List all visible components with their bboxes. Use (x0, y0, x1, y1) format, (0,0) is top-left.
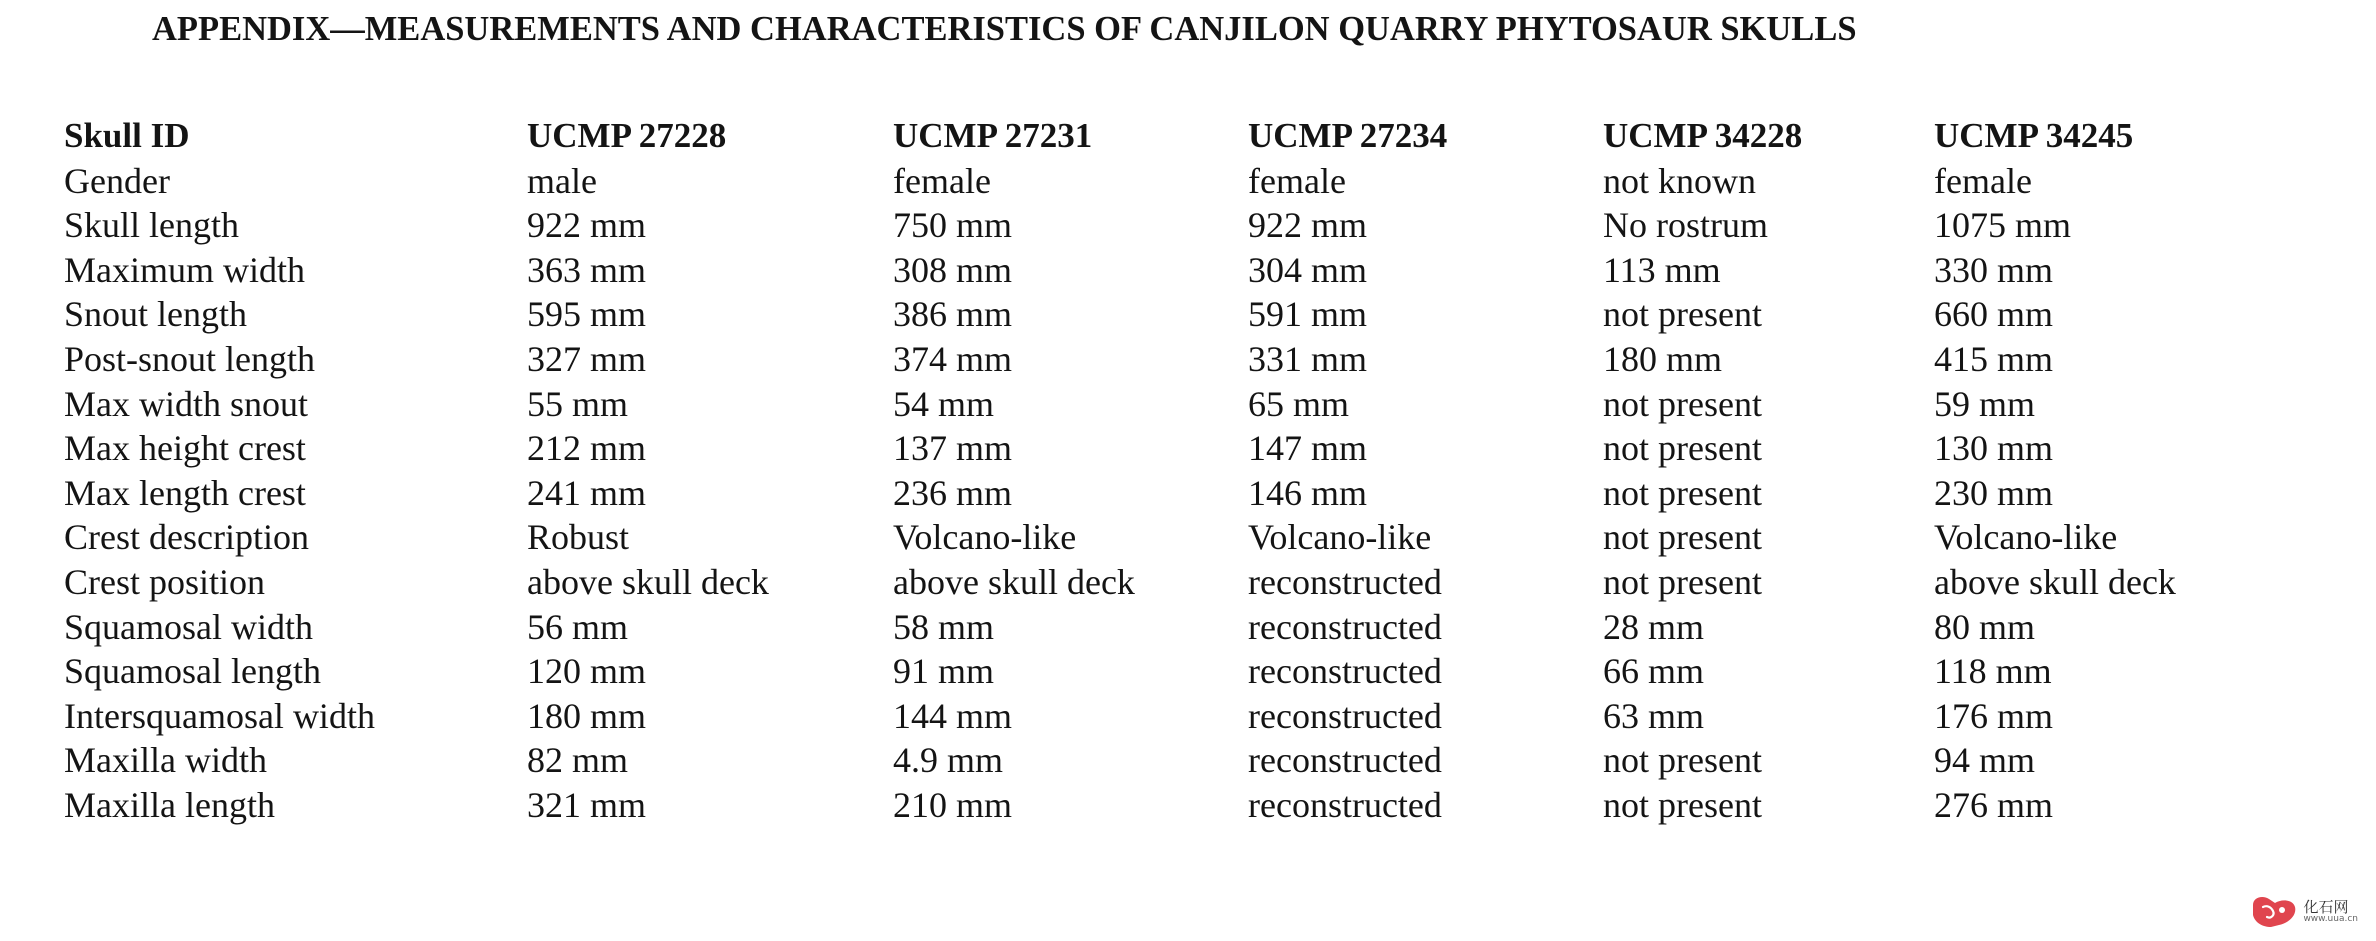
table-cell: 137 mm (893, 428, 1013, 469)
site-watermark (2249, 893, 2358, 931)
table-cell: not known (1603, 160, 1756, 201)
table-row (0, 159, 2376, 204)
table-cell: 58 mm (893, 606, 995, 647)
table-cell: 63 mm (1603, 695, 1705, 736)
table-row (0, 560, 2376, 605)
table-cell: 82 mm (527, 740, 629, 781)
table-cell: reconstructed (1248, 784, 1442, 825)
row-label: Snout length (64, 294, 248, 335)
table-cell: not present (1603, 517, 1762, 558)
table-cell: 591 mm (1248, 294, 1368, 335)
table-cell: 230 mm (1934, 472, 2054, 513)
header-cell-ucmp-34245: UCMP 34245 (1934, 116, 2134, 155)
header-cell-skull-id: Skull ID (64, 116, 190, 155)
table-cell: 595 mm (527, 294, 647, 335)
table-row (0, 292, 2376, 337)
table-row (0, 515, 2376, 560)
table-cell: 59 mm (1934, 383, 2036, 424)
table-cell: reconstructed (1248, 695, 1442, 736)
table-cell: 922 mm (1248, 205, 1368, 246)
table-cell: female (1934, 160, 2032, 201)
table-cell: Robust (527, 517, 630, 558)
table-cell: 212 mm (527, 428, 647, 469)
table-cell: 236 mm (893, 472, 1013, 513)
watermark-name: 化石网 (2303, 898, 2349, 916)
table-cell: 180 mm (527, 695, 647, 736)
row-label: Maxilla length (64, 784, 275, 825)
row-label: Maxilla width (64, 740, 267, 781)
table-cell: 146 mm (1248, 472, 1368, 513)
table-row (0, 694, 2376, 739)
table-cell: 660 mm (1934, 294, 2054, 335)
header-cell-ucmp-27234: UCMP 27234 (1248, 116, 1448, 155)
table-cell: 56 mm (527, 606, 629, 647)
table-header-row (0, 114, 2376, 159)
table-cell: 327 mm (527, 338, 647, 379)
row-label: Max height crest (64, 428, 306, 469)
row-label: Crest position (64, 561, 266, 602)
table-cell: Volcano-like (1934, 517, 2118, 558)
table-row (0, 248, 2376, 293)
table-cell: 750 mm (893, 205, 1013, 246)
table-cell: 28 mm (1603, 606, 1705, 647)
table-cell: 321 mm (527, 784, 647, 825)
row-label: Max width snout (64, 383, 309, 424)
table-cell: female (1248, 160, 1346, 201)
row-label: Intersquamosal width (64, 695, 375, 736)
table-cell: 180 mm (1603, 338, 1723, 379)
table-cell: No rostrum (1603, 205, 1768, 246)
table-cell: reconstructed (1248, 651, 1442, 692)
table-cell: 80 mm (1934, 606, 2036, 647)
row-label: Gender (64, 160, 170, 201)
table-cell: male (527, 160, 597, 201)
watermark-url: www.uua.cn (2303, 914, 2358, 924)
table-cell: 241 mm (527, 472, 647, 513)
table-cell: 65 mm (1248, 383, 1350, 424)
header-cell-ucmp-34228: UCMP 34228 (1603, 116, 1803, 155)
table-cell: 91 mm (893, 651, 995, 692)
table-cell: above skull deck (1934, 561, 2176, 602)
table-cell: reconstructed (1248, 561, 1442, 602)
row-label: Skull length (64, 205, 240, 246)
table-cell: above skull deck (527, 561, 769, 602)
table-cell: 415 mm (1934, 338, 2054, 379)
table-cell: 331 mm (1248, 338, 1368, 379)
table-cell: 363 mm (527, 249, 647, 290)
row-label: Max length crest (64, 472, 306, 513)
row-label: Post-snout length (64, 338, 316, 379)
table-row (0, 382, 2376, 427)
table-cell: not present (1603, 784, 1762, 825)
table-cell: reconstructed (1248, 606, 1442, 647)
table-row (0, 203, 2376, 248)
table-cell: reconstructed (1248, 740, 1442, 781)
table-cell: 276 mm (1934, 784, 2054, 825)
table-cell: 176 mm (1934, 695, 2054, 736)
table-cell: Volcano-like (1248, 517, 1432, 558)
header-cell-ucmp-27231: UCMP 27231 (893, 116, 1093, 155)
table-cell: 130 mm (1934, 428, 2054, 469)
table-cell: not present (1603, 428, 1762, 469)
table-row (0, 471, 2376, 516)
table-cell: 144 mm (893, 695, 1013, 736)
table-row (0, 605, 2376, 650)
table-cell: female (893, 160, 991, 201)
table-row (0, 783, 2376, 828)
row-label: Maximum width (64, 249, 305, 290)
table-cell: not present (1603, 740, 1762, 781)
table-cell: 55 mm (527, 383, 629, 424)
table-cell: 386 mm (893, 294, 1013, 335)
row-label: Crest description (64, 517, 309, 558)
table-cell: 54 mm (893, 383, 995, 424)
table-cell: not present (1603, 472, 1762, 513)
table-cell: above skull deck (893, 561, 1135, 602)
table-cell: 118 mm (1934, 651, 2052, 692)
table-cell: 4.9 mm (893, 740, 1004, 781)
table-cell: not present (1603, 294, 1762, 335)
table-cell: 113 mm (1603, 249, 1721, 290)
table-cell: 308 mm (893, 249, 1013, 290)
table-body (0, 159, 2376, 828)
table-cell: 1075 mm (1934, 205, 2072, 246)
table-cell: 374 mm (893, 338, 1013, 379)
table-cell: 147 mm (1248, 428, 1368, 469)
table-cell: not present (1603, 383, 1762, 424)
table-row (0, 337, 2376, 382)
table-cell: 304 mm (1248, 249, 1368, 290)
table-cell: 120 mm (527, 651, 647, 692)
row-label: Squamosal width (64, 606, 313, 647)
table-cell: not present (1603, 561, 1762, 602)
row-label: Squamosal length (64, 651, 321, 692)
table-cell: 66 mm (1603, 651, 1705, 692)
table-cell: 330 mm (1934, 249, 2054, 290)
table-cell: 210 mm (893, 784, 1013, 825)
header-cell-ucmp-27228: UCMP 27228 (527, 116, 727, 155)
table-cell: 94 mm (1934, 740, 2036, 781)
fossil-site-logo-icon (2249, 893, 2299, 931)
table-row (0, 649, 2376, 694)
table-row (0, 738, 2376, 783)
page-title: APPENDIX—MEASUREMENTS AND CHARACTERISTICS OF CANJILON QUARRY PHYTOSAUR SKULLS (152, 10, 1857, 48)
table-cell: 922 mm (527, 205, 647, 246)
table-row (0, 426, 2376, 471)
measurements-table (0, 114, 2376, 828)
table-cell: Volcano-like (893, 517, 1077, 558)
